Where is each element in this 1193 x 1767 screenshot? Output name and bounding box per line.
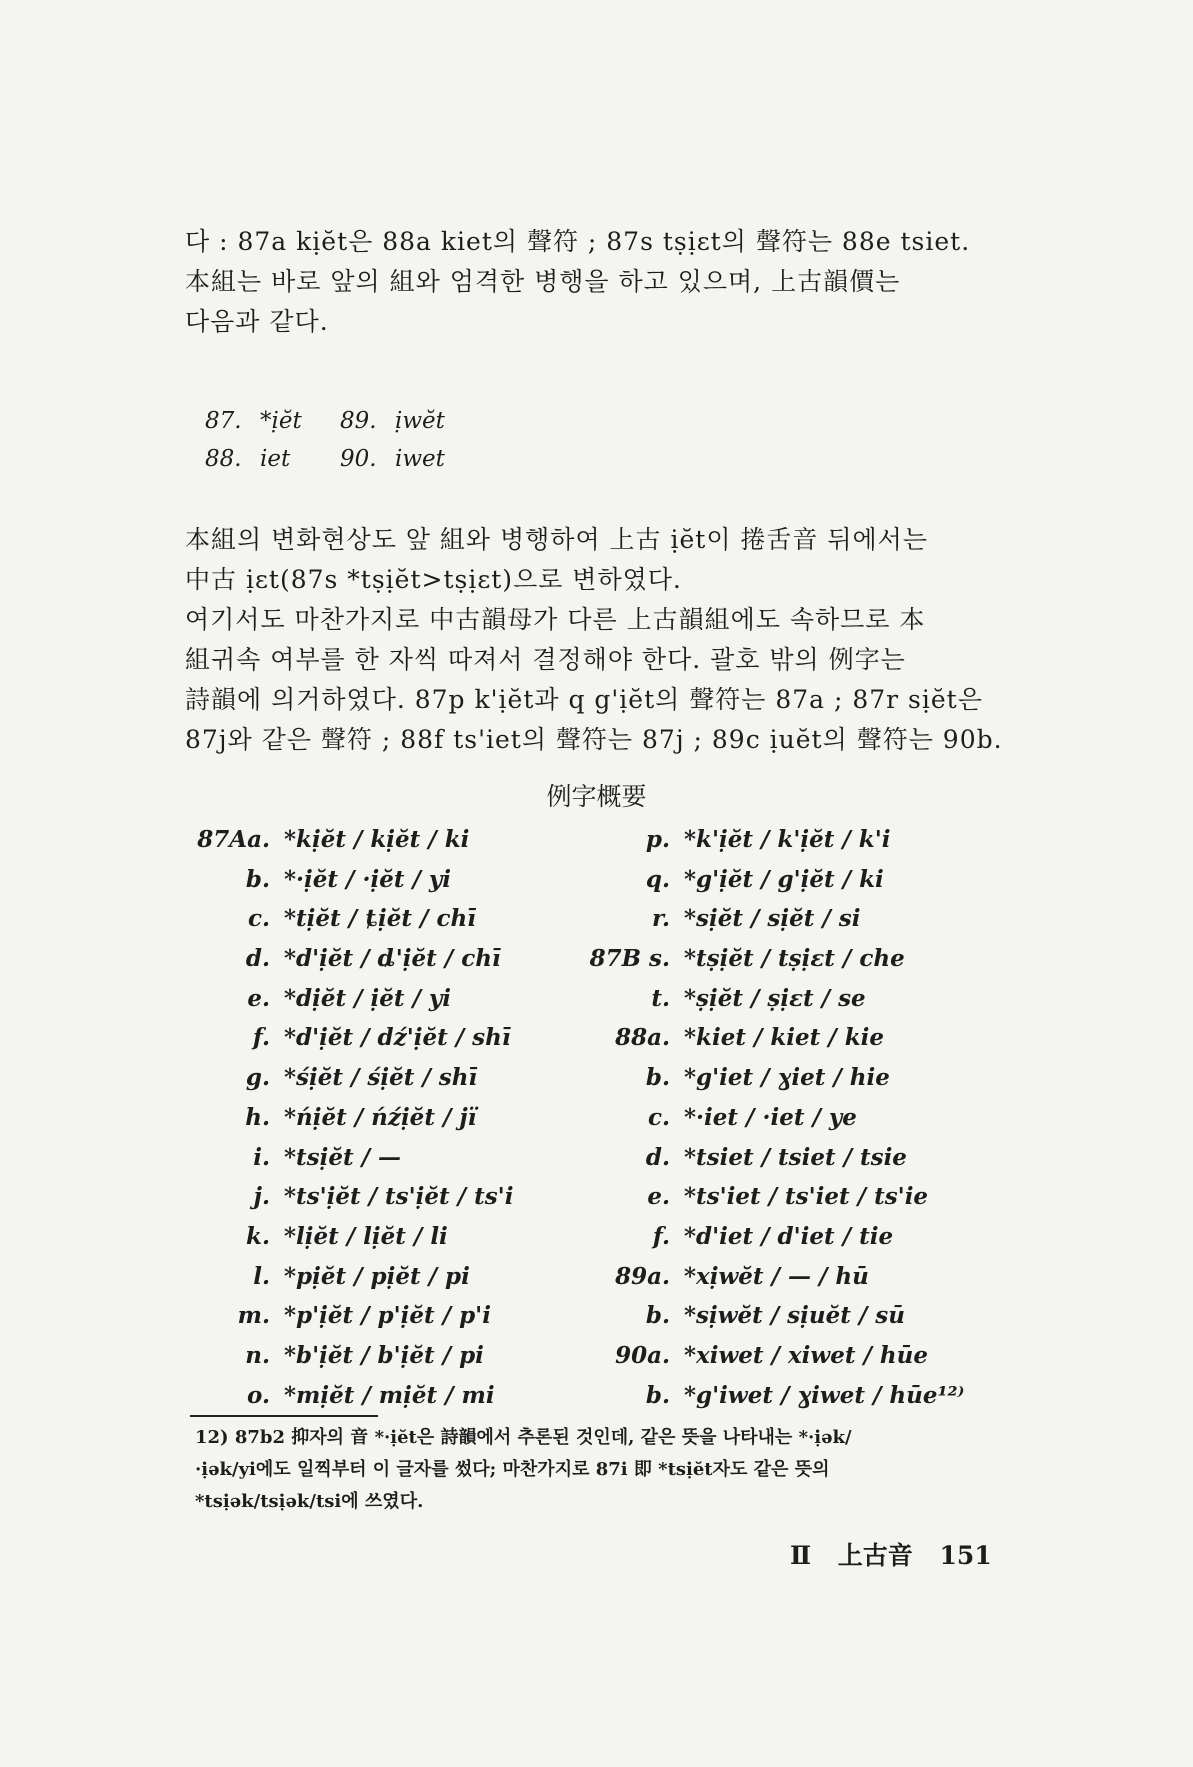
example-reading: *d'ịĕt / ȡ'ịĕt / chī <box>284 945 501 973</box>
example-label: m. <box>237 1302 270 1330</box>
example-reading: *sịwĕt / sịuĕt / sū <box>684 1302 905 1330</box>
summary-number: 88. <box>205 446 242 472</box>
footnote <box>195 1422 1005 1518</box>
example-reading: *ts'iet / ts'iet / ts'ie <box>684 1183 929 1211</box>
summary-row <box>205 402 475 440</box>
footnote-line: *tsịək/tsịək/tsi에 쓰였다. <box>195 1491 424 1512</box>
example-reading: *ńịĕt / ńźịĕt / jï <box>284 1103 477 1131</box>
example-reading: *xiwet / xiwet / hūe <box>684 1341 928 1369</box>
example-reading: *tṣịĕt / tṣịɛt / che <box>684 945 905 973</box>
example-label: k. <box>246 1222 270 1250</box>
example-row <box>180 820 513 860</box>
example-row <box>580 939 964 979</box>
example-reading: *g'ịĕt / g'ịĕt / ki <box>684 865 884 893</box>
example-row <box>580 979 964 1019</box>
rhyme-summary-table <box>205 402 475 478</box>
example-row <box>580 1376 964 1416</box>
text-line: 本組의 변화현상도 앞 組와 병행하여 上古 ịĕt이 捲舌音 뒤에서는 <box>185 525 928 554</box>
example-reading: *xịwĕt / — / hū <box>684 1262 869 1290</box>
example-row <box>180 1098 513 1138</box>
text-line: 다음과 같다. <box>185 307 329 336</box>
example-label: c. <box>247 905 270 933</box>
text-line: 다 : 87a kịĕt은 88a kiet의 聲符 ; 87s tṣịɛt의 聲符는 88e tsiet. <box>185 227 971 256</box>
footnote-line: ·ịək/yi에도 일찍부터 이 글자를 썼다; 마찬가지로 87i 即 *tsịĕt자도 같은 뜻의 <box>195 1459 830 1480</box>
example-row <box>180 939 513 979</box>
example-row <box>180 979 513 1019</box>
example-row <box>580 1058 964 1098</box>
example-row <box>180 1336 513 1376</box>
example-label: t. <box>651 984 670 1012</box>
example-reading: *śịĕt / śịĕt / shī <box>284 1064 478 1092</box>
example-reading: *b'ịĕt / b'ịĕt / pi <box>284 1341 484 1369</box>
intro-paragraph <box>185 222 1005 342</box>
example-label: q. <box>645 865 670 893</box>
section-heading: 例字概要 <box>546 782 647 811</box>
example-label: 90a. <box>615 1341 670 1369</box>
example-row <box>180 860 513 900</box>
example-label: c. <box>647 1103 670 1131</box>
example-reading: *kiet / kiet / kie <box>684 1024 885 1052</box>
summary-value: *ịĕt <box>260 408 302 434</box>
text-line: 本組는 바로 앞의 組와 엄격한 병행을 하고 있으며, 上古韻價는 <box>185 267 901 296</box>
example-label: d. <box>645 1143 670 1171</box>
example-row <box>180 1376 513 1416</box>
example-label: 89a. <box>615 1262 670 1290</box>
text-line: 여기서도 마찬가지로 中古韻母가 다른 上古韻組에도 속하므로 本 <box>185 605 926 634</box>
examples-right-column <box>580 820 964 1415</box>
example-row <box>180 899 513 939</box>
example-row <box>580 1018 964 1058</box>
footnote-rule <box>190 1415 378 1417</box>
example-row <box>580 1336 964 1376</box>
example-label: b. <box>645 1381 670 1409</box>
example-row <box>180 1257 513 1297</box>
example-label: e. <box>247 984 270 1012</box>
example-row <box>580 1257 964 1297</box>
example-row <box>580 1296 964 1336</box>
summary-value: iet <box>260 446 291 472</box>
example-label: d. <box>245 945 270 973</box>
text-line: 組귀속 여부를 한 자씩 따져서 결정해야 한다. 괄호 밖의 例字는 <box>185 645 906 674</box>
text-line: 87j와 같은 聲符 ; 88f ts'iet의 聲符는 87j ; 89c ịuĕt의 聲符는 90b. <box>185 725 1003 754</box>
example-reading: *g'iet / ɣiet / hie <box>684 1064 890 1092</box>
example-reading: *tsịĕt / — <box>284 1143 402 1171</box>
example-reading: *g'iwet / ɣiwet / hūe¹²⁾ <box>684 1381 965 1409</box>
example-row <box>180 1138 513 1178</box>
example-row <box>580 820 964 860</box>
example-label: 87B s. <box>589 945 670 973</box>
example-label: g. <box>245 1064 270 1092</box>
example-label: b. <box>245 865 270 893</box>
example-reading: *k'ịĕt / k'ịĕt / k'i <box>684 826 891 853</box>
example-reading: *ṣịĕt / ṣịɛt / se <box>684 984 866 1012</box>
example-reading: *d'iet / d'iet / tie <box>684 1222 894 1250</box>
text-line: 詩韻에 의거하였다. 87p k'ịĕt과 q g'ịĕt의 聲符는 87a ; 87r sịĕt은 <box>185 685 983 714</box>
example-row <box>180 1217 513 1257</box>
example-label: h. <box>245 1103 270 1131</box>
example-reading: *mịĕt / mịĕt / mi <box>284 1381 495 1409</box>
examples-left-column <box>180 820 513 1415</box>
example-row <box>180 1018 513 1058</box>
example-label: n. <box>245 1341 270 1369</box>
text-line: 中古 ịɛt(87s *tṣịĕt>tṣịɛt)으로 변하였다. <box>185 565 682 594</box>
page-footer <box>790 1536 1010 1572</box>
example-label: 88a. <box>615 1024 670 1052</box>
summary-value: ịwĕt <box>395 408 445 434</box>
example-reading: *·iet / ·iet / ye <box>684 1103 857 1131</box>
summary-number: 87. <box>205 408 242 434</box>
example-row <box>180 1177 513 1217</box>
footnote-line: 12) 87b2 抑자의 音 *·ịĕt은 詩韻에서 추론된 것인데, 같은 뜻을 나타내는 *·ịək/ <box>195 1427 852 1448</box>
example-reading: *dịĕt / ịĕt / yi <box>284 984 452 1012</box>
chapter-number: Ⅱ <box>790 1541 812 1570</box>
example-row <box>580 1177 964 1217</box>
example-label: r. <box>651 905 670 933</box>
example-label: b. <box>645 1064 670 1092</box>
example-reading: *ts'ịĕt / ts'ịĕt / ts'i <box>284 1183 514 1211</box>
summary-number: 89. <box>340 408 377 434</box>
example-reading: *tsiet / tsiet / tsie <box>684 1143 907 1171</box>
example-row <box>180 1058 513 1098</box>
example-label: f. <box>252 1024 270 1052</box>
example-label: p. <box>645 826 670 853</box>
example-row <box>580 1217 964 1257</box>
example-reading: *p'ịĕt / p'ịĕt / p'i <box>284 1302 491 1330</box>
example-row <box>580 1098 964 1138</box>
chapter-title: 上古音 <box>837 1541 913 1570</box>
body-paragraph <box>185 520 1005 760</box>
example-reading: *tịĕt / ȶịĕt / chī <box>284 905 476 933</box>
summary-row <box>205 440 475 478</box>
example-reading: *lịĕt / lịĕt / li <box>284 1222 448 1250</box>
example-reading: *kịĕt / kịĕt / ki <box>284 826 470 853</box>
example-reading: *pịĕt / pịĕt / pi <box>284 1262 470 1290</box>
example-row <box>180 1296 513 1336</box>
example-row <box>580 1138 964 1178</box>
example-reading: *sịĕt / sịĕt / si <box>684 905 861 933</box>
example-reading: *d'ịĕt / dź'ịĕt / shī <box>284 1024 511 1052</box>
example-label: j. <box>253 1183 270 1211</box>
example-label: 87Aa. <box>197 826 270 853</box>
example-label: o. <box>247 1381 270 1409</box>
example-reading: *·ịĕt / ·ịĕt / yi <box>284 865 451 893</box>
example-row <box>580 899 964 939</box>
example-label: l. <box>253 1262 270 1290</box>
example-row <box>580 860 964 900</box>
summary-number: 90. <box>340 446 377 472</box>
example-label: b. <box>645 1302 670 1330</box>
example-label: e. <box>647 1183 670 1211</box>
summary-value: iwet <box>395 446 445 472</box>
example-label: f. <box>652 1222 670 1250</box>
example-label: i. <box>253 1143 270 1171</box>
page-number: 151 <box>939 1541 992 1570</box>
